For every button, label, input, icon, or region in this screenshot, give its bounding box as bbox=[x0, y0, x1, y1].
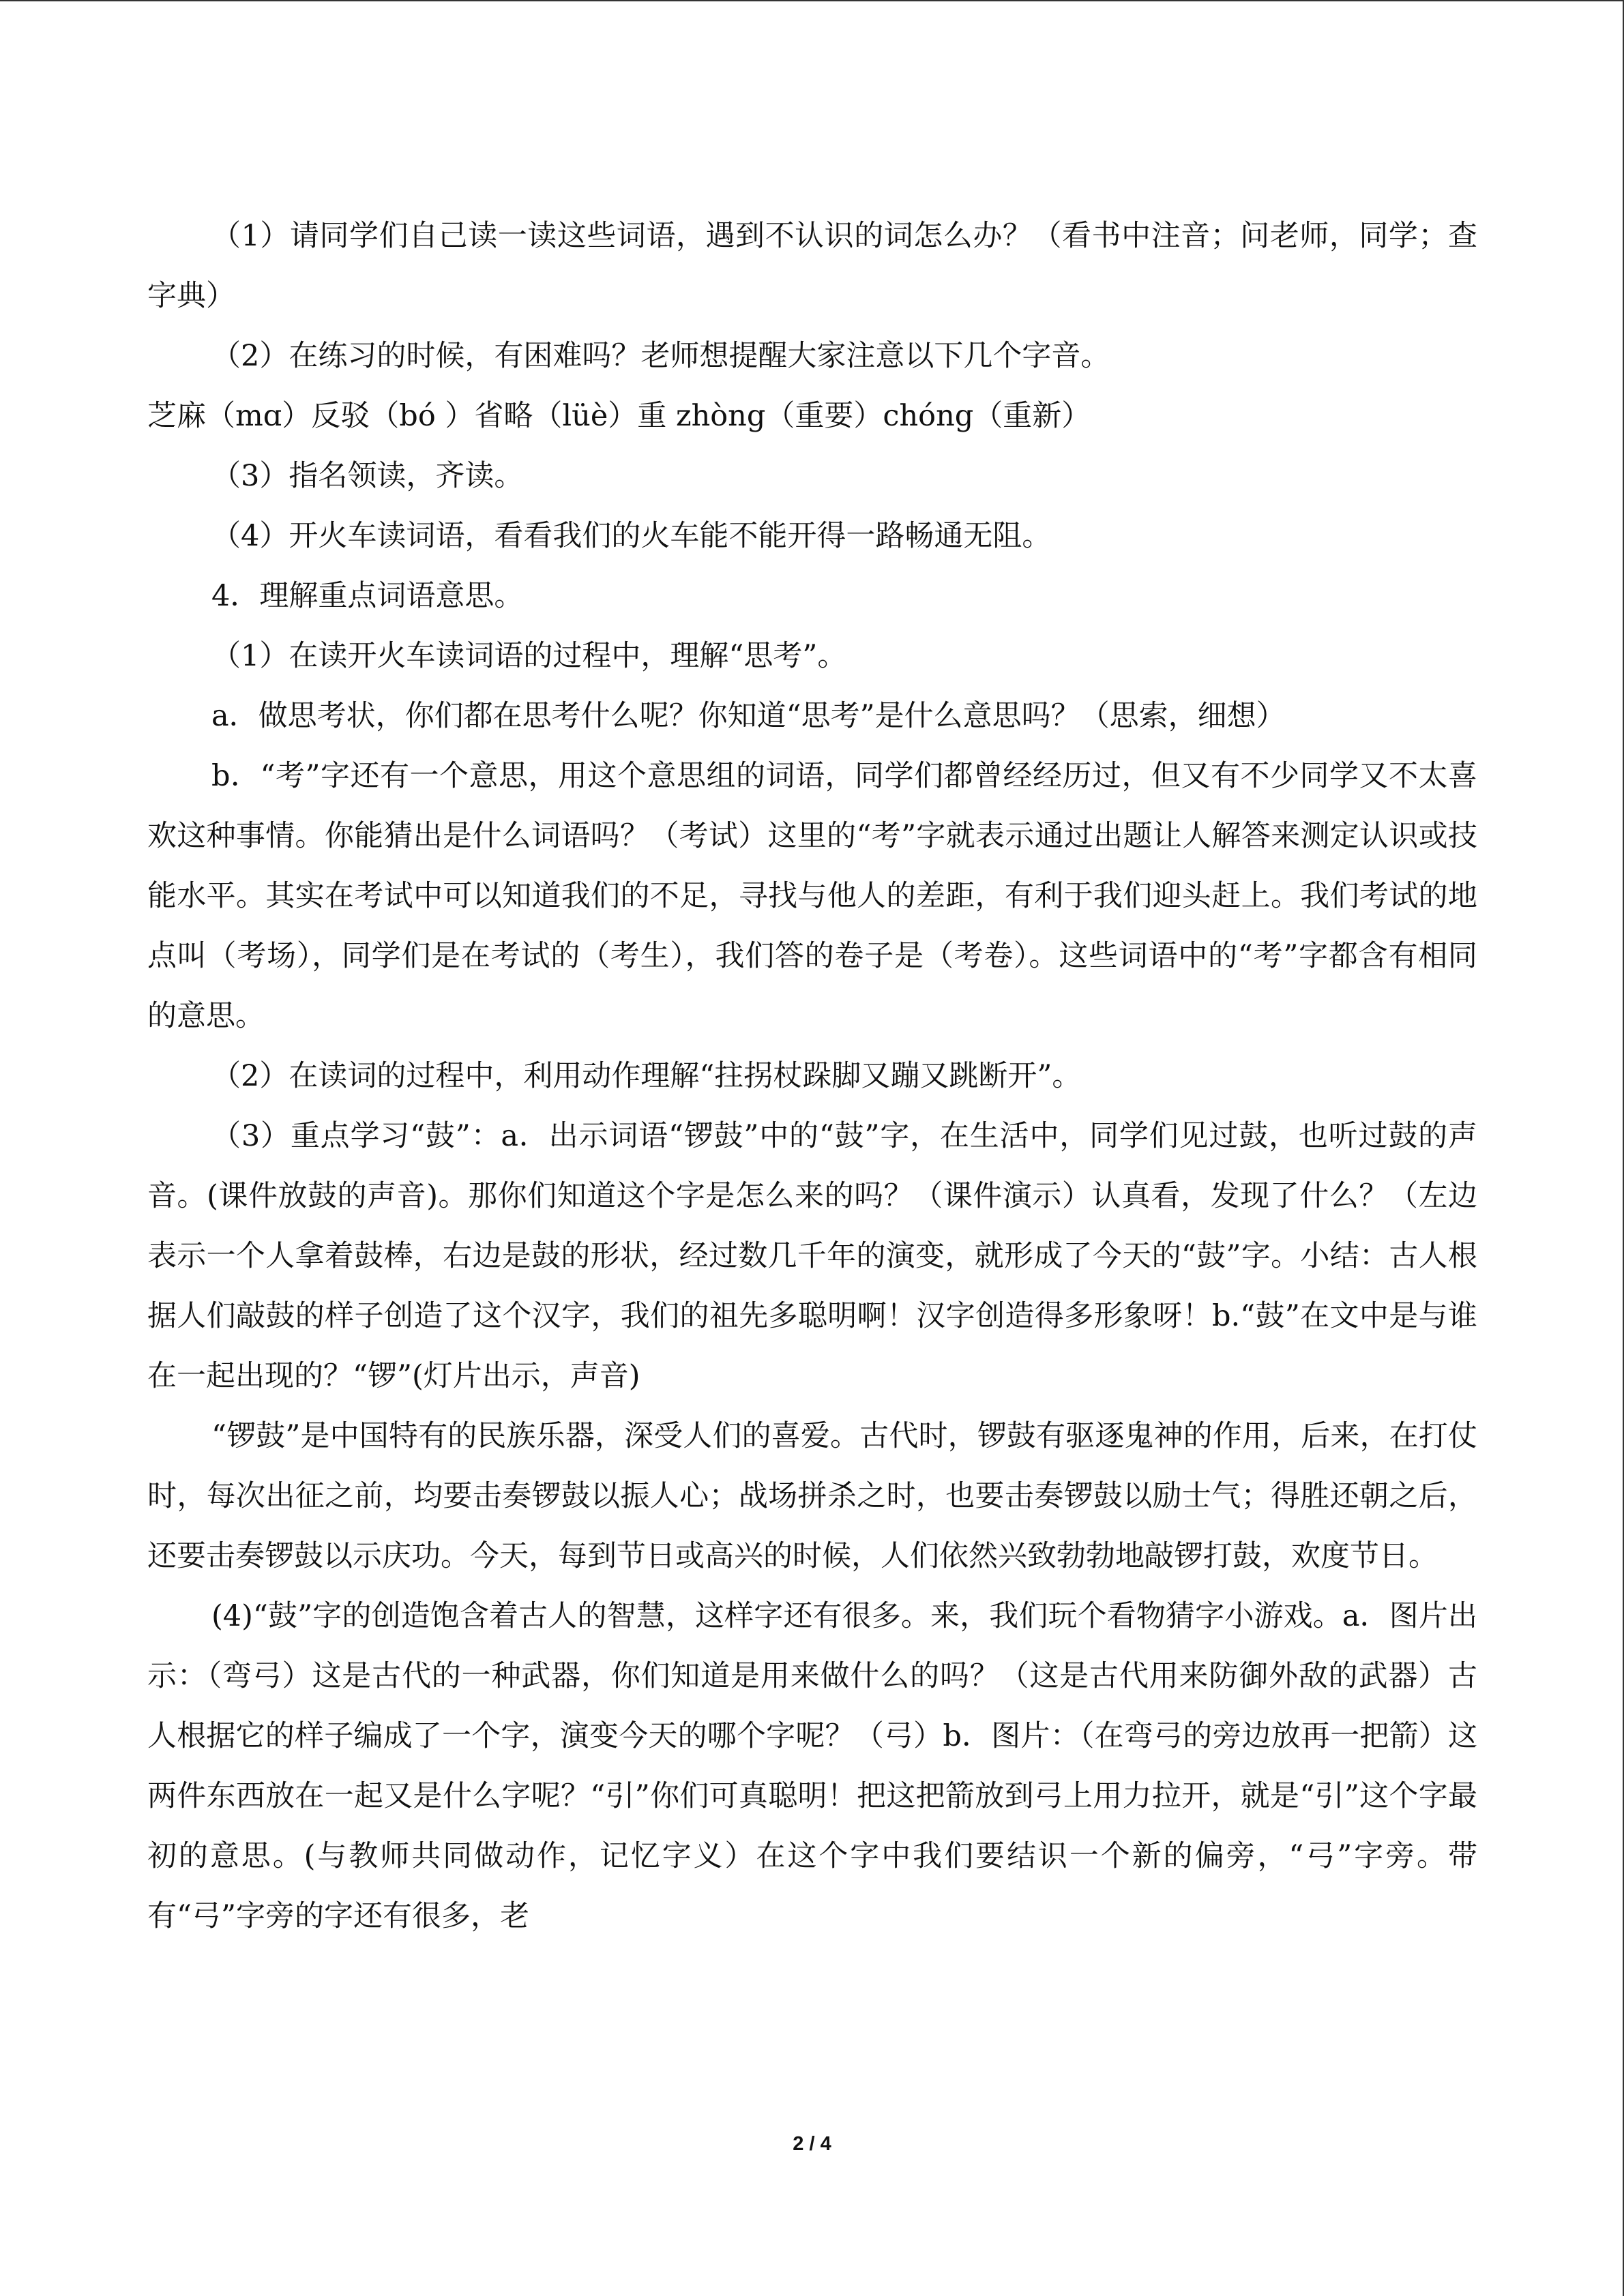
paragraph-step-2: （2）在练习的时候，有困难吗？老师想提醒大家注意以下几个字音。 bbox=[211, 339, 1110, 373]
paragraph-sikao: （1）在读开火车读词语的过程中，理解“思考”。 bbox=[211, 639, 847, 673]
document-body bbox=[147, 206, 1477, 1946]
paragraph-gu: （3）重点学习“鼓”：a．出示词语“锣鼓”中的“鼓”字，在生活中，同学们见过鼓，也听过鼓的声音。(课件放鼓的声音)。那你们知道这个字是怎么来的吗？（课件演示）认真看，发现了什么？（左边表示一个人拿着鼓棒，右边是鼓的形状，经过数几千年的演变，就形成了今天的“鼓”字。小结：古人根据人们敲鼓的样子创造了这个汉字，我们的祖先多聪明啊！汉字创造得多形象呀！b.“鼓”在文中是与谁在一起出现的？“锣”(灯片出示，声音) bbox=[147, 1119, 1477, 1393]
paragraph-pronunciation-list: 芝麻（mɑ）反驳（bó ）省略（lüè）重 zhòng（重要）chóng（重新） bbox=[147, 399, 1091, 433]
paragraph-sikao-b: b．“考”字还有一个意思，用这个意思组的词语，同学们都曾经经历过，但又有不少同学又不太喜欢这种事情。你能猜出是什么词语吗？（考试）这里的“考”字就表示通过出题让人解答来测定认识或技能水平。其实在考试中可以知道我们的不足，寻找与他人的差距，有利于我们迎头赶上。我们考试的地点叫（考场），同学们是在考试的（考生），我们答的卷子是（考卷）。这些词语中的“考”字都含有相同的意思。 bbox=[147, 759, 1477, 1033]
paragraph-guess-game: (4)“鼓”字的创造饱含着古人的智慧，这样字还有很多。来，我们玩个看物猜字小游戏。a．图片出示：（弯弓）这是古代的一种武器，你们知道是用来做什么的吗？（这是古代用来防御外敌的武器）古人根据它的样子编成了一个字，演变今天的哪个字呢？（弓）b．图片：（在弯弓的旁边放再一把箭）这两件东西放在一起又是什么字呢？“引”你们可真聪明！把这把箭放到弓上用力拉开，就是“引”这个字最初的意思。(与教师共同做动作，记忆字义）在这个字中我们要结识一个新的偏旁，“弓”字旁。带有“弓”字旁的字还有很多，老 bbox=[147, 1599, 1477, 1933]
paragraph-step-1: （1）请同学们自己读一读这些词语，遇到不认识的词怎么办？（看书中注音；问老师，同学；查字典） bbox=[147, 219, 1477, 313]
page-number: 2 / 4 bbox=[793, 2133, 831, 2155]
paragraph-actions: （2）在读词的过程中，利用动作理解“拄拐杖跺脚又蹦又跳断开”。 bbox=[211, 1059, 1082, 1093]
paragraph-sikao-a: a．做思考状，你们都在思考什么呢？你知道“思考”是什么意思吗？（思索，细想） bbox=[211, 699, 1286, 733]
paragraph-step-3: （3）指名领读，齐读。 bbox=[211, 459, 524, 493]
section-heading-4: 4．理解重点词语意思。 bbox=[211, 579, 524, 613]
paragraph-luogu: “锣鼓”是中国特有的民族乐器，深受人们的喜爱。古代时，锣鼓有驱逐鬼神的作用，后来，在打仗时，每次出征之前，均要击奏锣鼓以振人心；战场拼杀之时，也要击奏锣鼓以励士气；得胜还朝之后，还要击奏锣鼓以示庆功。今天，每到节日或高兴的时候，人们依然兴致勃勃地敲锣打鼓，欢度节日。 bbox=[147, 1419, 1477, 1573]
paragraph-step-4: （4）开火车读词语，看看我们的火车能不能开得一路畅通无阻。 bbox=[211, 519, 1052, 553]
page-top-border bbox=[0, 0, 1624, 1]
